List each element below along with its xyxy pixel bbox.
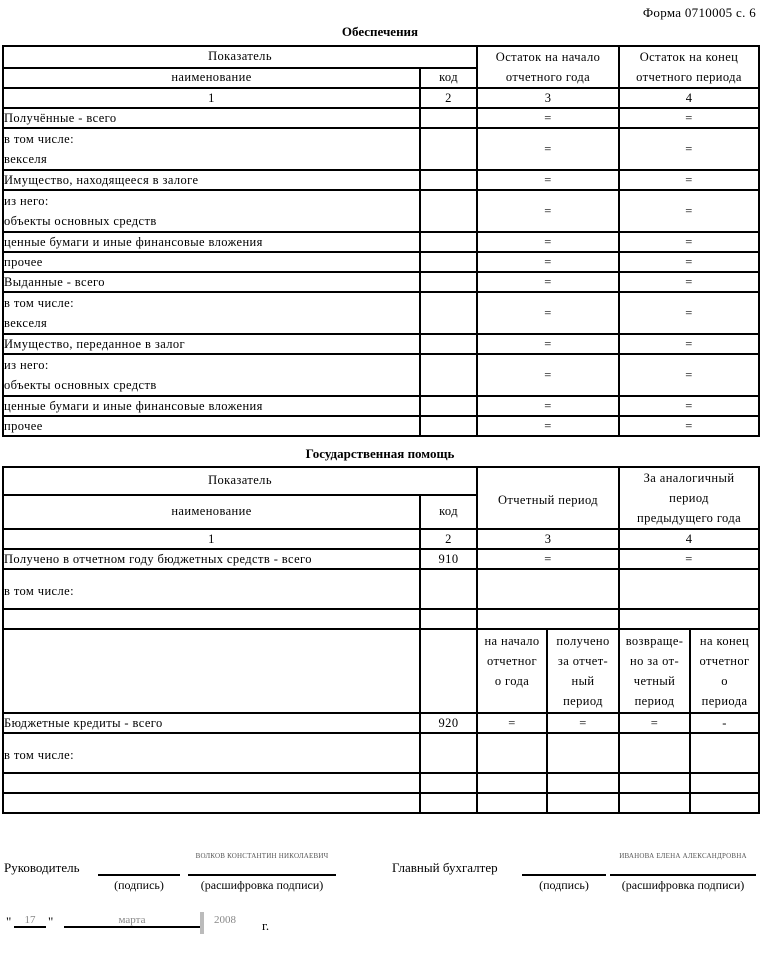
- accountant-name: ИВАНОВА ЕЛЕНА АЛЕКСАНДРОВНА: [619, 852, 747, 860]
- aid-table: [2, 466, 760, 814]
- table-row: Имущество, переданное в залог = =: [3, 334, 759, 354]
- header-code: код: [420, 495, 477, 529]
- colnum-1: 1: [3, 88, 420, 108]
- head-decode-line: [188, 874, 336, 876]
- date-day: 17: [14, 914, 46, 928]
- table-row: в том числе:: [3, 569, 759, 609]
- header-indicator: Показатель: [3, 467, 477, 495]
- date-quote-close: ": [48, 914, 54, 929]
- header-name: наименование: [3, 68, 420, 89]
- colnum-3: 3: [477, 88, 619, 108]
- date-divider: [200, 912, 204, 934]
- colnum-3: 3: [477, 529, 619, 549]
- security-section-title: Обеспечения: [341, 24, 419, 39]
- table-row: [3, 793, 759, 813]
- accountant-sign-line: [522, 874, 606, 876]
- table-row: в том числе:: [3, 733, 759, 773]
- table-row: прочее = =: [3, 416, 759, 436]
- table-row: Получено в отчетном году бюджетных средств - всего 910 = =: [3, 549, 759, 569]
- table-row: [3, 773, 759, 793]
- table-row: ценные бумаги и иные финансовые вложения = =: [3, 232, 759, 252]
- header-end-balance: Остаток на конец отчетного периода: [619, 46, 759, 88]
- table-row: Имущество, находящееся в залоге = =: [3, 170, 759, 190]
- head-name: ВОЛКОВ КОНСТАНТИН НИКОЛАЕВИЧ: [195, 852, 329, 860]
- table-row: [3, 609, 759, 629]
- date-quote-open: ": [6, 914, 12, 929]
- table-row: ценные бумаги и иные финансовые вложения = =: [3, 396, 759, 416]
- table-row: Выданные - всего = =: [3, 272, 759, 292]
- table-row: в том числе: векселя = =: [3, 292, 759, 334]
- header-code: код: [420, 68, 477, 89]
- table-row: Бюджетные кредиты - всего 920 = = = -: [3, 713, 759, 733]
- credit-col-start: на начало отчетног о года: [477, 629, 547, 713]
- accountant-decode-line: [610, 874, 756, 876]
- table-row-credit-headers: [3, 629, 759, 713]
- credit-col-end: на конец отчетног о периода: [690, 629, 759, 713]
- date-year-suffix: г.: [262, 918, 270, 933]
- accountant-decode-caption: (расшифровка подписи): [621, 878, 745, 892]
- table-row: прочее = =: [3, 252, 759, 272]
- aid-section-title: Государственная помощь: [305, 446, 455, 461]
- colnum-2: 2: [420, 88, 477, 108]
- header-current-period: Отчетный период: [477, 467, 619, 529]
- header-previous-period: За аналогичный период предыдущего года: [619, 467, 759, 529]
- colnum-1: 1: [3, 529, 420, 549]
- head-sign-line: [98, 874, 180, 876]
- head-sign-caption: (подпись): [114, 878, 164, 892]
- credit-col-returned: возвраще- но за от- четный период: [619, 629, 690, 713]
- header-start-balance: Остаток на начало отчетного года: [477, 46, 619, 88]
- form-number: Форма 0710005 с. 6: [642, 5, 756, 20]
- date-month: марта: [64, 914, 200, 928]
- credit-col-received: получено за отчет- ный период: [547, 629, 619, 713]
- header-name: наименование: [3, 495, 420, 529]
- security-table: [2, 45, 760, 437]
- date-year: 2008: [214, 914, 236, 926]
- table-row: в том числе: векселя = =: [3, 128, 759, 170]
- table-row: Получённые - всего = =: [3, 108, 759, 128]
- accountant-label: Главный бухгалтер: [392, 860, 498, 875]
- colnum-2: 2: [420, 529, 477, 549]
- head-decode-caption: (расшифровка подписи): [200, 878, 324, 892]
- table-row: из него: объекты основных средств = =: [3, 190, 759, 232]
- header-indicator: Показатель: [3, 46, 477, 68]
- table-row: из него: объекты основных средств = =: [3, 354, 759, 396]
- head-label: Руководитель: [4, 860, 80, 875]
- colnum-4: 4: [619, 88, 759, 108]
- accountant-sign-caption: (подпись): [539, 878, 589, 892]
- colnum-4: 4: [619, 529, 759, 549]
